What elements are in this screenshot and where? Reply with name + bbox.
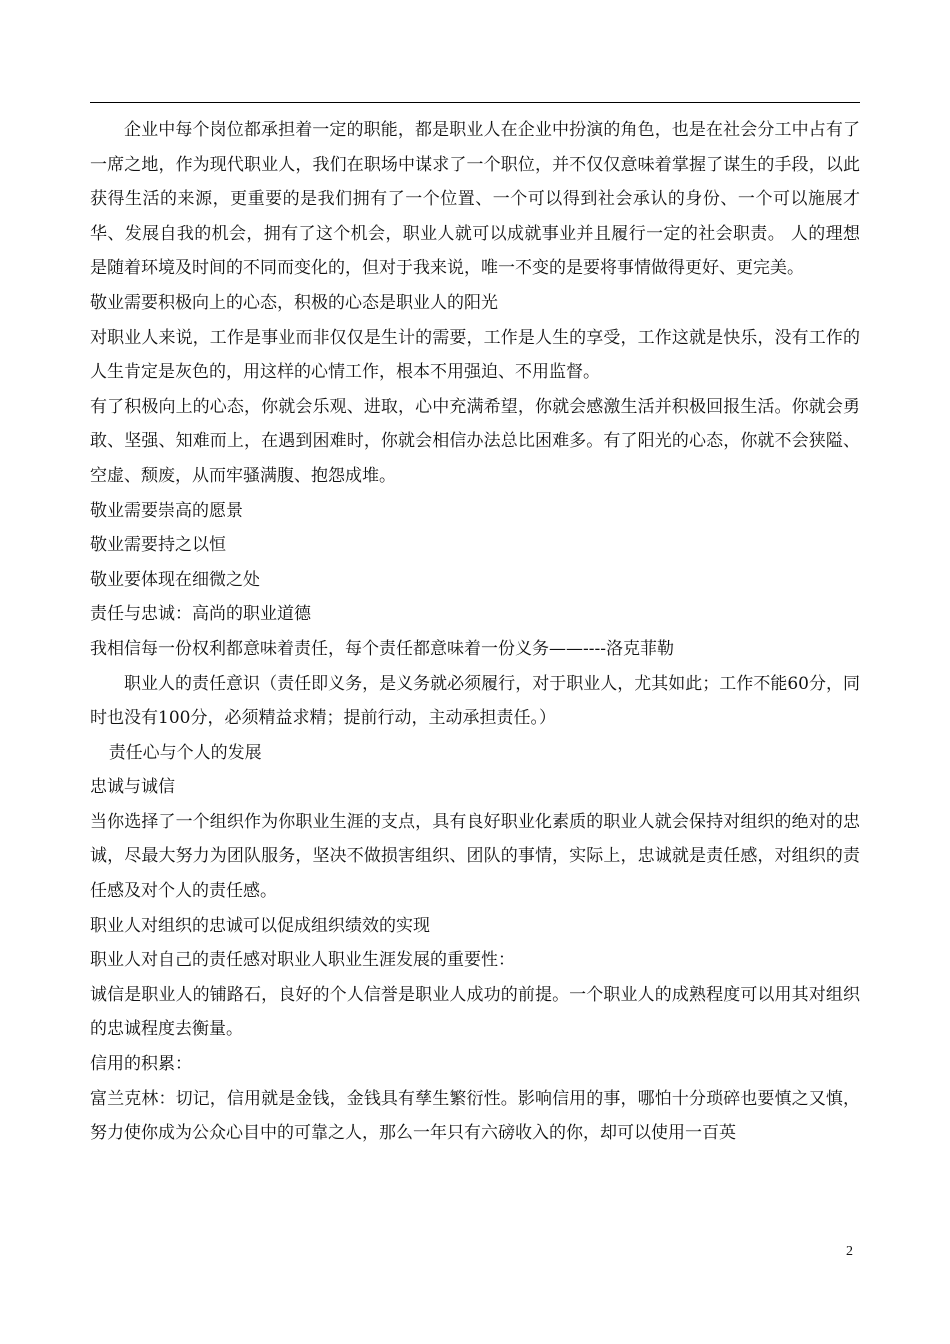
body-text <box>90 113 860 1151</box>
paragraph-integrity: 诚信是职业人的铺路石，良好的个人信誉是职业人成功的前提。一个职业人的成熟程度可以用其对组织的忠诚程度去衡量。 <box>90 984 860 1040</box>
paragraph-work-enjoyment: 对职业人来说，工作是事业而非仅仅是生计的需要，工作是人生的享受，工作这就是快乐，没有工作的人生肯定是灰色的，用这样的心情工作，根本不用强迫、不用监督。 <box>90 327 860 383</box>
heading-responsibility-loyalty: 责任与忠诚：高尚的职业道德 <box>90 604 311 625</box>
heading-loyalty-integrity: 忠诚与诚信 <box>90 777 175 798</box>
heading-positive-attitude: 敬业需要积极向上的心态，积极的心态是职业人的阳光 <box>90 292 498 313</box>
page-number: 2 <box>846 1244 853 1259</box>
heading-details: 敬业要体现在细微之处 <box>90 569 260 590</box>
paragraph-franklin: 富兰克林：切记，信用就是金钱，金钱具有孳生繁衍性。影响信用的事，哪怕十分琐碎也要慎之又慎，努力使你成为公众心目中的可靠之人，那么一年只有六磅收入的你，却可以使用一百英 <box>90 1088 860 1144</box>
header-rule <box>90 102 860 103</box>
heading-noble-vision: 敬业需要崇高的愿景 <box>90 500 243 521</box>
heading-responsibility-development: 责任心与个人的发展 <box>108 742 262 763</box>
paragraph-responsibility-awareness: 职业人的责任意识（责任即义务，是义务就必须履行，对于职业人，尤其如此；工作不能60分，同时也没有100分，必须精益求精；提前行动，主动承担责任。） <box>90 673 860 729</box>
paragraph-loyalty: 当你选择了一个组织作为你职业生涯的支点，具有良好职业化素质的职业人就会保持对组织的绝对的忠诚，尽最大努力为团队服务，坚决不做损害组织、团队的事情，实际上，忠诚就是责任感，对组织的责任感及对个人的责任感。 <box>90 811 860 902</box>
paragraph-org-performance: 职业人对组织的忠诚可以促成组织绩效的实现 <box>90 915 430 936</box>
heading-perseverance: 敬业需要持之以恒 <box>90 535 226 556</box>
heading-credit-accumulation: 信用的积累： <box>90 1054 192 1075</box>
paragraph-intro: 企业中每个岗位都承担着一定的职能，都是职业人在企业中扮演的角色，也是在社会分工中占有了一席之地，作为现代职业人，我们在职场中谋求了一个职位，并不仅仅意味着掌握了谋生的手段，以此获得生活的来源，更重要的是我们拥有了一个位置、一个可以得到社会承认的身份、一个可以施展才华、发展自我的机会，拥有了这个机会，职业人就可以成就事业并且履行一定的社会职责。 人的理想是随着环境及时间的不同而变化的，但对于我来说，唯一不变的是要将事情做得更好、更完美。 <box>90 120 860 279</box>
paragraph-self-responsibility: 职业人对自己的责任感对职业人职业生涯发展的重要性： <box>90 950 515 971</box>
paragraph-positive-mindset: 有了积极向上的心态，你就会乐观、进取，心中充满希望，你就会感激生活并积极回报生活。你就会勇敢、坚强、知难而上，在遇到困难时，你就会相信办法总比困难多。有了阳光的心态，你就不会狭隘、空虚、颓废，从而牢骚满腹、抱怨成堆。 <box>90 396 860 486</box>
quote-rockefeller: 我相信每一份权利都意味着责任，每个责任都意味着一份义务——----洛克菲勒 <box>90 638 674 659</box>
